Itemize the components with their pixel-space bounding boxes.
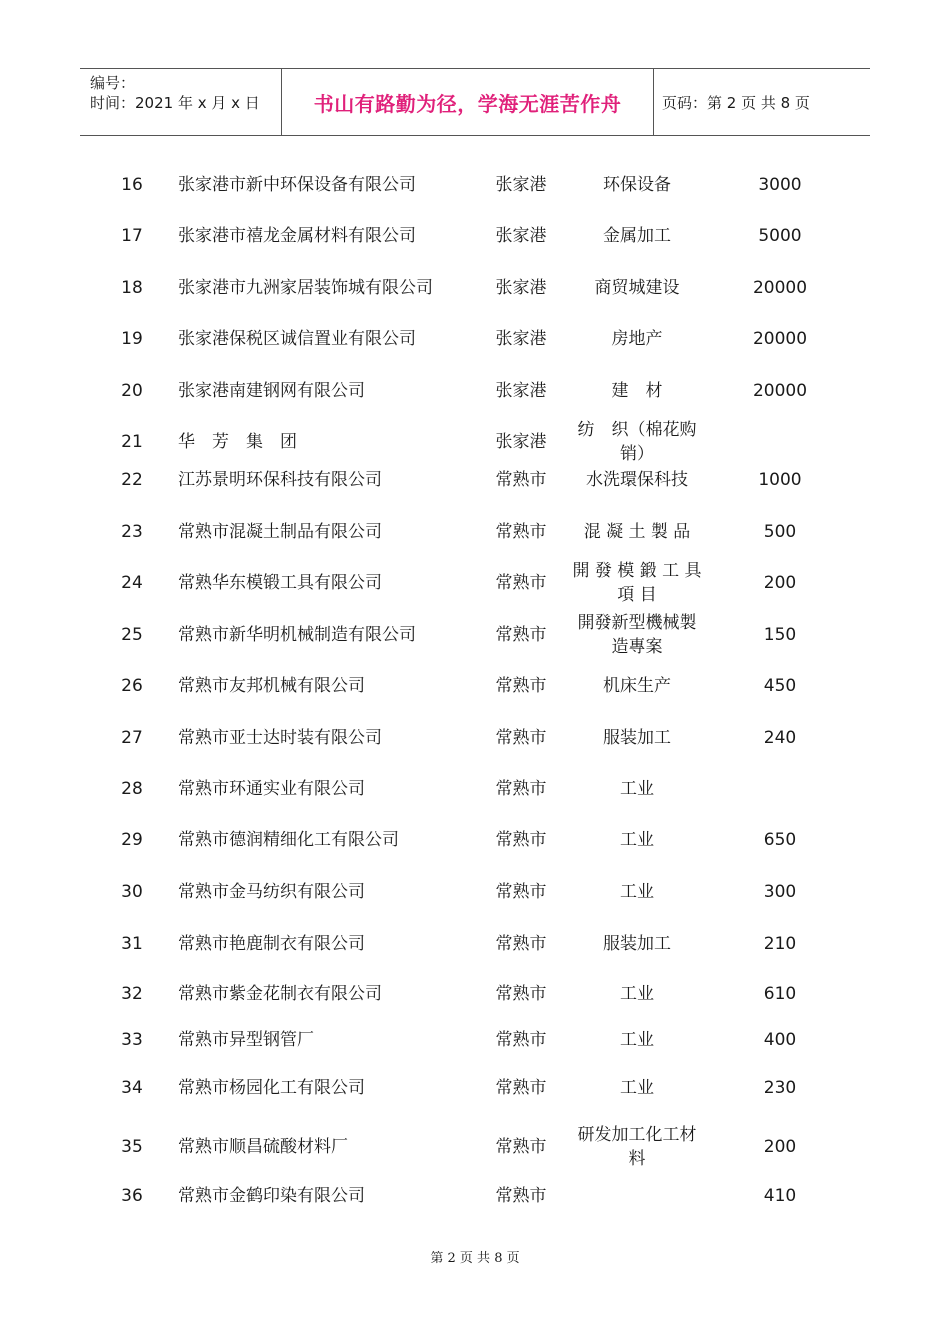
city: 张家港 — [495, 381, 547, 401]
amount: 650 — [763, 830, 797, 850]
row-number: 23 — [121, 522, 143, 542]
amount: 20000 — [752, 381, 808, 401]
city: 常熟市 — [495, 882, 547, 902]
company-name: 华 芳 集 团 — [178, 432, 297, 452]
industry: 工业 — [620, 984, 654, 1004]
row-number: 35 — [121, 1137, 143, 1157]
industry: 工业 — [620, 1078, 654, 1098]
industry: 机床生产 — [603, 676, 671, 696]
row-number: 20 — [121, 381, 143, 401]
table-row — [0, 866, 950, 918]
row-number: 27 — [121, 728, 143, 748]
amount: 3000 — [758, 175, 802, 195]
city: 常熟市 — [495, 934, 547, 954]
row-number: 18 — [121, 278, 143, 298]
header-motto: 书山有路勤为径，学海无涯苦作舟 — [282, 69, 654, 135]
company-name: 常熟市德润精细化工有限公司 — [178, 830, 399, 850]
row-number: 16 — [121, 175, 143, 195]
industry: 房地产 — [611, 329, 663, 349]
header-page-info: 页码：第 2 页 共 8 页 — [662, 93, 810, 112]
header-meta — [80, 69, 282, 135]
industry: 建 材 — [611, 381, 663, 401]
industry: 服装加工 — [603, 934, 671, 954]
row-number: 30 — [121, 882, 143, 902]
city: 常熟市 — [495, 573, 547, 593]
amount: 200 — [763, 573, 797, 593]
company-name: 常熟市混凝土制品有限公司 — [178, 522, 382, 542]
industry: 混 凝 土 製 品 — [583, 522, 691, 542]
amount: 500 — [763, 522, 797, 542]
row-number: 26 — [121, 676, 143, 696]
company-name: 张家港市新中环保设备有限公司 — [178, 175, 416, 195]
amount: 20000 — [752, 329, 808, 349]
table-row — [0, 1062, 950, 1114]
city: 张家港 — [495, 329, 547, 349]
table-row — [0, 506, 950, 558]
city: 张家港 — [495, 226, 547, 246]
row-number: 25 — [121, 625, 143, 645]
table-row — [0, 262, 950, 314]
city: 常熟市 — [495, 1030, 547, 1050]
table-row — [0, 1170, 950, 1222]
company-name: 常熟市金鹤印染有限公司 — [178, 1186, 365, 1206]
city: 常熟市 — [495, 830, 547, 850]
city: 张家港 — [495, 278, 547, 298]
industry: 工业 — [620, 882, 654, 902]
amount: 400 — [763, 1030, 797, 1050]
amount: 210 — [763, 934, 797, 954]
table-row — [0, 609, 950, 661]
amount: 410 — [763, 1186, 797, 1206]
amount: 20000 — [752, 278, 808, 298]
row-number: 36 — [121, 1186, 143, 1206]
industry: 环保设备 — [603, 175, 671, 195]
table-row — [0, 814, 950, 866]
city: 常熟市 — [495, 728, 547, 748]
company-name: 常熟市异型钢管厂 — [178, 1030, 314, 1050]
company-name: 常熟市金马纺织有限公司 — [178, 882, 365, 902]
row-number: 19 — [121, 329, 143, 349]
company-name: 常熟市顺昌硫酸材料厂 — [178, 1137, 348, 1157]
amount: 150 — [763, 625, 797, 645]
industry: 纺 织（棉花购销） — [577, 420, 697, 464]
row-number: 34 — [121, 1078, 143, 1098]
table-row — [0, 763, 950, 815]
table-row — [0, 968, 950, 1020]
city: 常熟市 — [495, 1078, 547, 1098]
industry: 工业 — [620, 779, 654, 799]
page-footer: 第 2 页 共 8 页 — [430, 1251, 520, 1266]
company-name: 张家港南建钢网有限公司 — [178, 381, 365, 401]
table-row — [0, 454, 950, 506]
amount: 1000 — [758, 470, 802, 490]
industry — [570, 1170, 704, 1222]
row-number: 31 — [121, 934, 143, 954]
company-name: 常熟市紫金花制衣有限公司 — [178, 984, 382, 1004]
industry: 開 發 模 鍛 工 具 項 目 — [572, 561, 702, 605]
industry: 金属加工 — [603, 226, 671, 246]
amount: 230 — [763, 1078, 797, 1098]
city: 常熟市 — [495, 625, 547, 645]
industry: 開發新型機械製造專案 — [577, 613, 697, 657]
industry: 水洗環保科技 — [586, 470, 688, 490]
amount — [730, 763, 830, 815]
city: 常熟市 — [495, 779, 547, 799]
company-name: 江苏景明环保科技有限公司 — [178, 470, 382, 490]
city: 常熟市 — [495, 522, 547, 542]
city: 常熟市 — [495, 984, 547, 1004]
company-name: 常熟市环通实业有限公司 — [178, 779, 365, 799]
company-name: 常熟市友邦机械有限公司 — [178, 676, 365, 696]
company-name: 张家港市禧龙金属材料有限公司 — [178, 226, 416, 246]
city: 常熟市 — [495, 1137, 547, 1157]
company-name: 常熟华东模锻工具有限公司 — [178, 573, 382, 593]
row-number: 33 — [121, 1030, 143, 1050]
company-name: 张家港市九洲家居装饰城有限公司 — [178, 278, 433, 298]
table-row — [0, 365, 950, 417]
city: 常熟市 — [495, 1186, 547, 1206]
table-row — [0, 918, 950, 970]
table-row — [0, 313, 950, 365]
page-header — [80, 68, 870, 136]
amount: 450 — [763, 676, 797, 696]
date-label: 时间：2021 年 x 月 x 日 — [90, 94, 260, 112]
row-number: 17 — [121, 226, 143, 246]
amount: 200 — [763, 1137, 797, 1157]
industry: 工业 — [620, 830, 654, 850]
table-row — [0, 159, 950, 211]
industry: 工业 — [620, 1030, 654, 1050]
code-label: 编号： — [90, 74, 136, 92]
company-name: 常熟市新华明机械制造有限公司 — [178, 625, 416, 645]
company-name: 张家港保税区诚信置业有限公司 — [178, 329, 416, 349]
table-row — [0, 210, 950, 262]
table-row — [0, 712, 950, 764]
city: 常熟市 — [495, 676, 547, 696]
company-name: 常熟市艳鹿制衣有限公司 — [178, 934, 365, 954]
amount: 300 — [763, 882, 797, 902]
city: 张家港 — [495, 432, 547, 452]
city: 常熟市 — [495, 470, 547, 490]
industry: 研发加工化工材料 — [577, 1125, 697, 1169]
industry: 商贸城建设 — [594, 278, 680, 298]
row-number: 28 — [121, 779, 143, 799]
table-row — [0, 1121, 950, 1173]
industry: 服装加工 — [603, 728, 671, 748]
table-row — [0, 1014, 950, 1066]
company-name: 常熟市杨园化工有限公司 — [178, 1078, 365, 1098]
company-name: 常熟市亚士达时装有限公司 — [178, 728, 382, 748]
amount: 5000 — [758, 226, 802, 246]
amount: 240 — [763, 728, 797, 748]
row-number: 32 — [121, 984, 143, 1004]
row-number: 24 — [121, 573, 143, 593]
table-row — [0, 557, 950, 609]
amount: 610 — [763, 984, 797, 1004]
table-row — [0, 660, 950, 712]
city: 张家港 — [495, 175, 547, 195]
row-number: 21 — [121, 432, 143, 452]
row-number: 29 — [121, 830, 143, 850]
row-number: 22 — [121, 470, 143, 490]
